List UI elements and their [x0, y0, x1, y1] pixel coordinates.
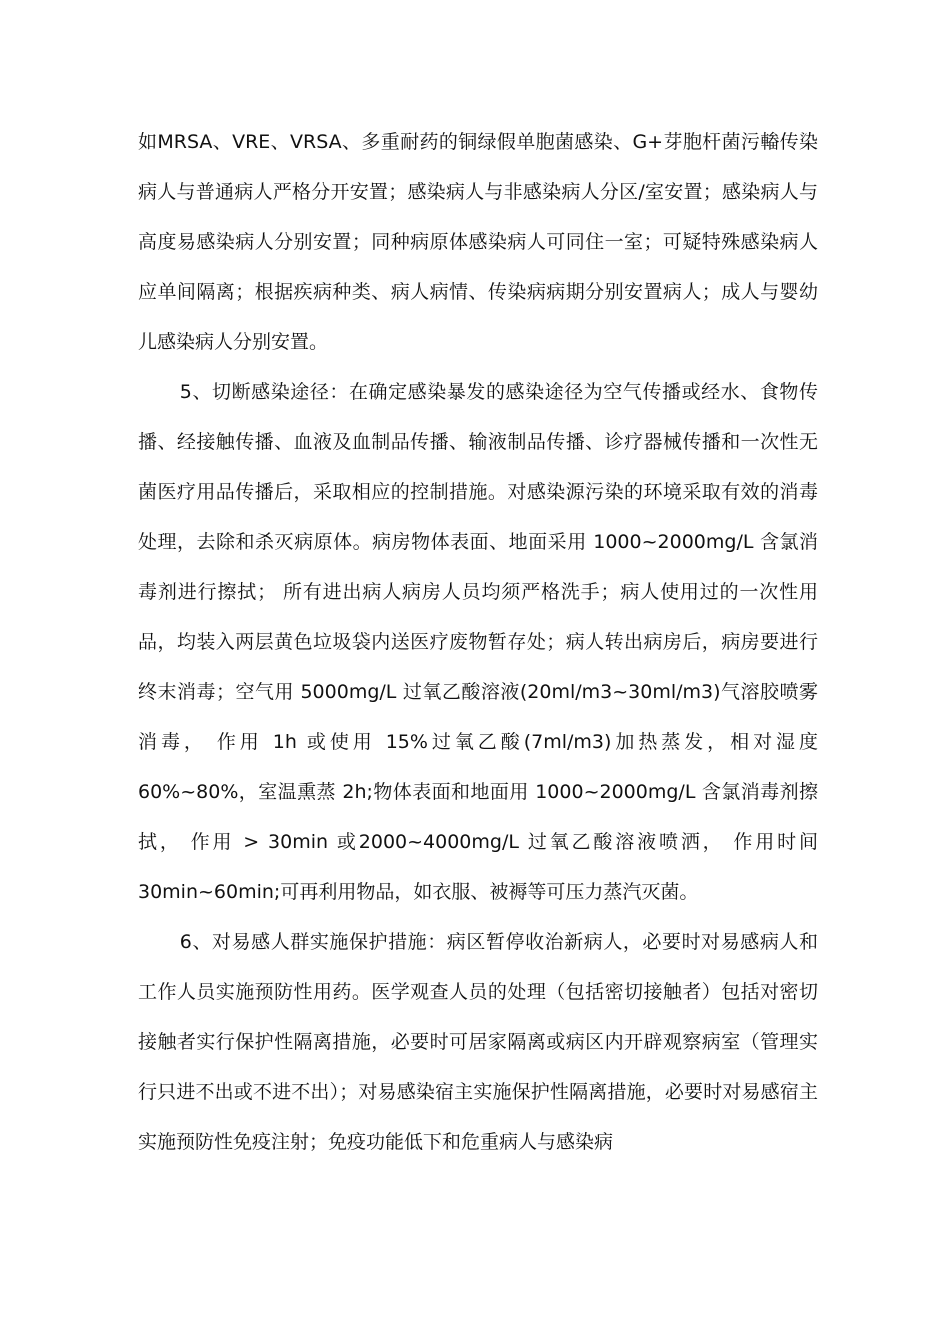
paragraph-cut-transmission: 5、切断感染途径：在确定感染暴发的感染途径为空气传播或经水、食物传播、经接触传播、血液及血制品传播、输液制品传播、诊疗器械传播和一次性无菌医疗用品传播后，采取相应的控制措施。对感染源污染的环境采取有效的消毒处理，去除和杀灭病原体。病房物体表面、地面采用 1000~2000mg/L 含氯消毒剂进行擦拭； 所有进出病人病房人员均须严格洗手；病人使用过的一次性用品，均装入两层黄色垃圾袋内送医疗废物暂存处；病人转出病房后，病房要进行终末消毒；空气用 5000mg/L 过氧乙酸溶液(20ml/m3~30ml/m3)气溶胶喷雾消毒， 作用 1h 或使用 15%过氧乙酸(7ml/m3)加热蒸发，相对湿度 60%~80%，室温熏蒸 2h;物体表面和地面用 1000~2000mg/L 含氯消毒剂擦拭， 作用 > 30min 或2000~4000mg/L 过氧乙酸溶液喷洒， 作用时间 30min~60min;可再利用物品，如衣服、被褥等可压力蒸汽灭菌。: [138, 381, 818, 903]
document-body: [138, 117, 818, 1167]
paragraph-protect-susceptible: 6、对易感人群实施保护措施：病区暂停收治新病人，必要时对易感病人和工作人员实施预防性用药。医学观查人员的处理（包括密切接触者）包括对密切接触者实行保护性隔离措施，必要时可居家隔离或病区内开辟观察病室（管理实行只进不出或不进不出）；对易感染宿主实施保护性隔离措施，必要时对易感宿主实施预防性免疫注射；免疫功能低下和危重病人与感染病: [138, 931, 818, 1153]
paragraph-isolation-placement: 如MRSA、VRE、VRSA、多重耐药的铜绿假单胞菌感染、G+芽胞杆菌污輽传染病人与普通病人严格分开安置；感染病人与非感染病人分区/室安置；感染病人与高度易感染病人分别安置；同种病原体感染病人可同住一室；可疑特殊感染病人应单间隔离；根据疾病种类、病人病情、传染病病期分别安置病人；成人与婴幼儿感染病人分别安置。: [138, 131, 818, 353]
